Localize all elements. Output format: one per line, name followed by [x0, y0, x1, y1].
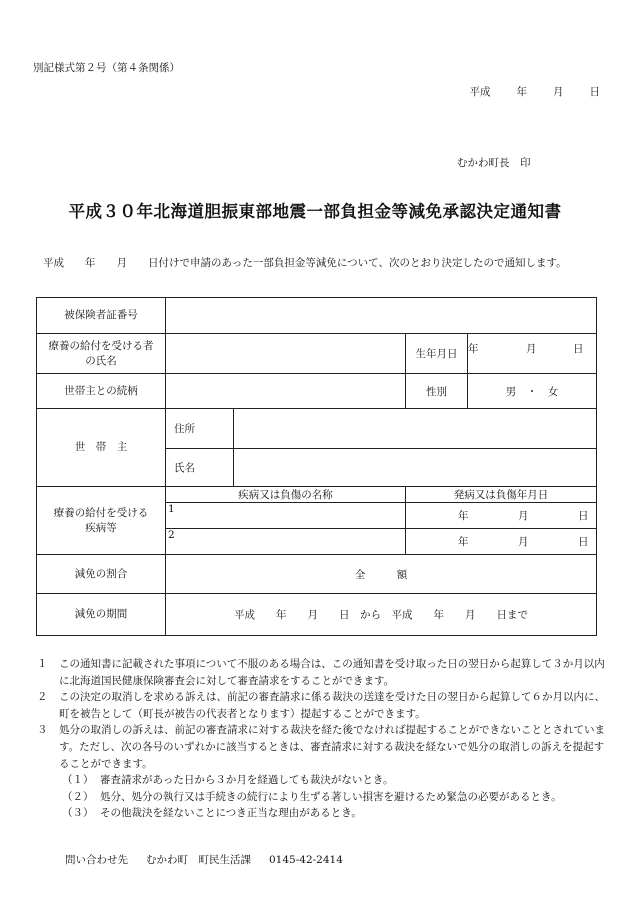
- reduction-period-value: 平成 年 月 日 から 平成 年 月 日まで: [166, 594, 597, 636]
- document-title: 平成３０年北海道胆振東部地震一部負担金等減免承認決定通知書: [68, 202, 562, 221]
- illness-1-year: 年: [458, 510, 469, 522]
- name-label-text: 氏名: [174, 462, 195, 474]
- address-label-text: 住所: [174, 423, 195, 435]
- illness-2-year: 年: [458, 536, 469, 548]
- notes-section: [37, 656, 607, 822]
- relation-field: [166, 374, 406, 409]
- recipient-name-label-line2: の氏名: [85, 354, 117, 367]
- issue-date: [470, 84, 601, 99]
- sub-note-number: （２）: [62, 790, 94, 803]
- birth-date-label: 生年月日: [406, 334, 468, 374]
- decision-form-table: [36, 297, 597, 636]
- sex-value: 男 ・ 女: [468, 374, 597, 409]
- birth-year: 年: [468, 343, 479, 355]
- contact-info: [65, 852, 361, 867]
- note-number: ３: [37, 724, 48, 737]
- illness-row-1-name: [166, 503, 406, 529]
- illness-2-month: 月: [518, 536, 529, 548]
- sub-note-number: （３）: [62, 807, 94, 820]
- illness-row-2-name: [166, 529, 406, 555]
- onset-date-header: 発病又は負傷年月日: [406, 487, 597, 503]
- householder-name-field: [234, 449, 597, 487]
- householder-address-field: [234, 409, 597, 449]
- illness-1-day: 日: [578, 510, 589, 522]
- note-item: [37, 689, 607, 722]
- date-day: 日: [589, 86, 600, 98]
- reduction-period-label: 減免の期間: [37, 594, 166, 636]
- note-text: 処分の取消しの訴えは、前記の審査請求に対する裁決を経た後でなければ提起することができないこととされています。ただし、次の各号のいずれかに該当するときは、審査請求に対する裁決を経ないで処分の取消しの訴えを提起することができます。: [59, 724, 605, 770]
- note-item: [37, 656, 607, 689]
- sub-note-item: [62, 772, 607, 789]
- illness-row-1-date: [406, 503, 597, 529]
- sub-note-item: [62, 805, 607, 822]
- note-number: ２: [37, 691, 48, 704]
- illness-name-header: 疾病又は負傷の名称: [166, 487, 406, 503]
- sub-note-item: [62, 789, 607, 806]
- sub-note-text: 処分、処分の執行又は手続きの続行により生ずる著しい損害を避けるため緊急の必要があるとき。: [100, 790, 562, 803]
- illness-row-2-number: 2: [168, 529, 175, 541]
- illness-row-2-date: [406, 529, 597, 555]
- note-item: [37, 722, 607, 772]
- illness-2-day: 日: [578, 536, 589, 548]
- note-number: １: [37, 658, 48, 670]
- relation-label: 世帯主との続柄: [37, 374, 166, 409]
- note-text: この通知書に記載された事項について不服のある場合は、この通知書を受け取った日の翌日から起算して３か月以内に北海道国民健康保険審査会に対して審査請求をすることができます。: [59, 658, 605, 687]
- note-text: この決定の取消しを求める訴えは、前記の審査請求に係る裁決の送達を受けた日の翌日から起算して６か月以内に、町を被告として（町長が被告の代表者となります）提起することができます。: [59, 691, 605, 720]
- reduction-rate-label: 減免の割合: [37, 555, 166, 594]
- birth-day: 日: [573, 343, 584, 355]
- illness-label-line2: 疾病等: [85, 521, 117, 534]
- contact-organization: むかわ町 町民生活課: [146, 854, 251, 866]
- intro-text: 平成 年 月 日付けで申請のあった一部負担金等減免について、次のとおり決定したので通知します。: [43, 257, 567, 269]
- name-label: [166, 449, 234, 487]
- date-era: 平成: [469, 86, 491, 98]
- date-year: 年: [516, 86, 527, 98]
- contact-phone: 0145-42-2414: [269, 854, 343, 866]
- illness-row-1-number: 1: [168, 503, 175, 515]
- recipient-name-label-line1: 療養の給付を受ける者: [48, 339, 154, 352]
- birth-date-field: [468, 334, 597, 374]
- householder-label: 世 帯 主: [37, 409, 166, 487]
- address-label: [166, 409, 234, 449]
- sex-label: 性別: [406, 374, 468, 409]
- sub-note-text: その他裁決を経ないことにつき正当な理由があるとき。: [100, 807, 362, 820]
- recipient-name-label: [37, 334, 166, 374]
- recipient-name-field: [166, 334, 406, 374]
- sub-note-number: （１）: [62, 774, 94, 787]
- issuer-seal: むかわ町長 印: [457, 157, 531, 169]
- sub-note-text: 審査請求があった日から３か月を経過しても裁決がないとき。: [100, 774, 394, 787]
- insured-number-label: 被保険者証番号: [37, 298, 166, 334]
- birth-month: 月: [526, 343, 537, 355]
- illness-1-month: 月: [518, 510, 529, 522]
- illness-label: [37, 487, 166, 555]
- form-number-label: 別記様式第２号（第４条関係）: [33, 62, 180, 74]
- insured-number-field: [166, 298, 597, 334]
- illness-label-line1: 療養の給付を受ける: [53, 506, 149, 519]
- contact-label: 問い合わせ先: [65, 854, 128, 866]
- reduction-rate-value: 全 額: [166, 555, 597, 594]
- date-month: 月: [553, 86, 564, 98]
